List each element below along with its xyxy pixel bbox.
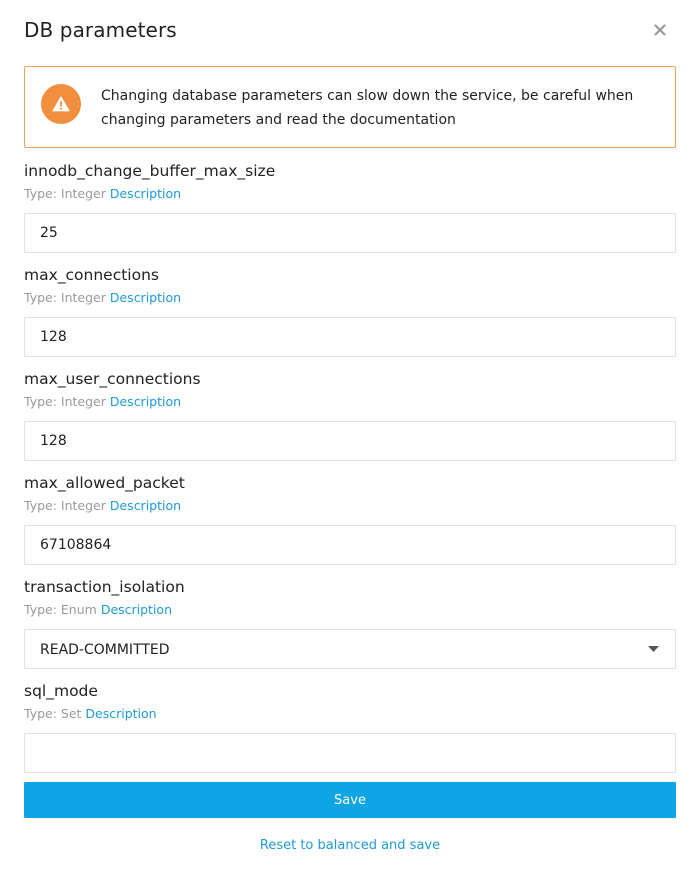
warning-text: Changing database parameters can slow down the service, be careful when changing parameters and read the documentation [101, 88, 634, 128]
param-type: Type: Enum [24, 602, 97, 617]
param-meta [24, 602, 676, 618]
param-meta [24, 498, 676, 514]
param-type: Type: Integer [24, 290, 106, 305]
param-type: Type: Set [24, 706, 82, 721]
param-max-connections [24, 265, 676, 357]
description-link[interactable]: Description [109, 186, 182, 201]
close-icon[interactable] [654, 24, 666, 36]
description-link[interactable]: Description [109, 394, 182, 409]
param-meta [24, 186, 676, 202]
param-innodb-change-buffer-max-size [24, 161, 676, 253]
warning-icon [41, 84, 81, 124]
dialog-title: DB parameters [24, 18, 177, 42]
param-value-input[interactable] [24, 421, 676, 461]
param-transaction-isolation [24, 577, 676, 669]
param-sql-mode [24, 681, 676, 773]
param-value-input[interactable] [24, 733, 676, 773]
param-name: max_allowed_packet [24, 474, 185, 492]
param-name: transaction_isolation [24, 578, 185, 596]
param-value-input[interactable] [24, 317, 676, 357]
description-link[interactable]: Description [85, 706, 157, 721]
chevron-down-icon [648, 646, 659, 652]
param-value-input[interactable] [24, 213, 676, 253]
param-type: Type: Integer [24, 394, 106, 409]
close-button[interactable] [650, 20, 670, 40]
description-link[interactable]: Description [100, 602, 173, 617]
param-name: max_connections [24, 266, 159, 284]
select-value: READ-COMMITTED [40, 642, 170, 658]
reset-to-balanced-link[interactable]: Reset to balanced and save [259, 838, 441, 853]
param-value-input[interactable] [24, 525, 676, 565]
param-name: max_user_connections [24, 370, 201, 388]
param-name: sql_mode [24, 682, 98, 700]
param-value-select[interactable] [24, 629, 676, 669]
param-max-allowed-packet [24, 473, 676, 565]
param-max-user-connections [24, 369, 676, 461]
description-link[interactable]: Description [109, 498, 182, 513]
warning-banner [24, 66, 676, 148]
param-name: innodb_change_buffer_max_size [24, 162, 276, 180]
param-meta [24, 394, 676, 410]
description-link[interactable]: Description [109, 290, 182, 305]
param-meta [24, 290, 676, 306]
param-type: Type: Integer [24, 498, 106, 513]
param-meta [24, 706, 676, 722]
save-button[interactable]: Save [24, 782, 676, 818]
param-type: Type: Integer [24, 186, 106, 201]
